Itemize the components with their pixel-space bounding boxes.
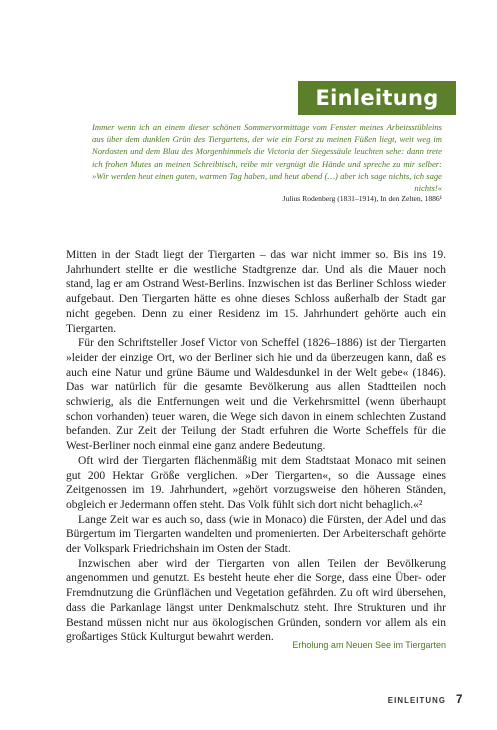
body-paragraph: Lange Zeit war es auch so, dass (wie in Monaco) die Fürsten, der Adel und das Bürgertum im Tiergarten wandelten und promenierten. Der Arbeiterschaft gehörte der Volkspark Friedrichshain im Osten der Stadt. [66,513,446,556]
body-paragraph: Inzwischen aber wird der Tiergarten von allen Teilen der Bevölkerung angenommen und genutzt. Es besteht heute eher die Sorge, dass eine Über- oder Fremdnutzung die Grünflächen und Vegetation gefährden. Zu oft wird übersehen, dass die Parkanlage längst unter Denkmalschutz steht. Ihre Strukturen und ihr Bestand müssen nicht nur aus ökologischen Gründen, sondern vor allem als ein großartiges Stück Kulturgut bewahrt werden. [66,557,446,644]
page-number: 7 [456,694,463,706]
chapter-heading: Einleitung [298,81,456,115]
epigraph-quote: Immer wenn ich an einem dieser schönen Sommervormittage vom Fenster meines Arbeitsstübleins aus über dem dunklen Grün des Tiergartens, der wie ein Forst zu meinen Füßen liegt, weit weg im Nordosten und dem Blau des Morgenhimmels die Victoria der Siegessäule leuchten sehe: dann trete ich frohen Mutes an meinen Schreibtisch, reibe mir vergnügt die Hände und spreche zu mir selber: »Wir werden heut einen guten, warmen Tag haben, und heut abend (…) aber ich sage nichts, ich sage nichts!« [92,122,442,194]
image-caption: Erholung am Neuen See im Tiergarten [292,640,446,650]
running-head: EINLEITUNG [387,696,446,705]
body-paragraph: Oft wird der Tiergarten flächenmäßig mit dem Stadtstaat Monaco mit seinen gut 200 Hektar Größe verglichen. »Der Tiergarten«, so die Aussage eines Zeitgenossen im 19. Jahrhundert, »gehört vorzugsweise den höheren Ständen, obgleich er Jedermann offen steht. Das Volk fühlt sich dort nicht behaglich.«² [66,454,446,511]
body-text [66,248,446,645]
epigraph-source: Julius Rodenberg (1831–1914), In den Zelten, 1886¹ [282,194,442,203]
body-paragraph: Mitten in der Stadt liegt der Tiergarten – das war nicht immer so. Bis ins 19. Jahrhundert stellte er die westliche Stadtgrenze dar. Und als die Mauer noch stand, lag er am Ostrand West-Berlins. Inzwischen ist das Berliner Schloss wieder aufgebaut. Den Tiergarten hätte es ohne dieses Schloss außerhalb der Stadt gar nicht gegeben. Denn zu einer Residenz im 15. Jahrhundert gehörte auch ein Tiergarten. [66,249,446,335]
body-paragraph: Für den Schriftsteller Josef Victor von Scheffel (1826–1886) ist der Tiergarten »leider der einzige Ort, wo der Berliner sich hie und da überzeugen kann, daß es auch eine Natur und grüne Bäume und Waldesdunkel in der Welt gebe« (1846). Das war natürlich für die gesamte Bevölkerung aus allen Stadtteilen noch schwierig, als die Entfernungen weit und die Verkehrsmittel (wenn überhaupt schon vorhanden) teuer waren, die Wege sich davon in einem schlechten Zustand befanden. Zur Zeit der Teilung der Stadt erfuhren die Worte Scheffels für die West-Berliner noch einmal eine ganz andere Bedeutung. [66,337,446,453]
